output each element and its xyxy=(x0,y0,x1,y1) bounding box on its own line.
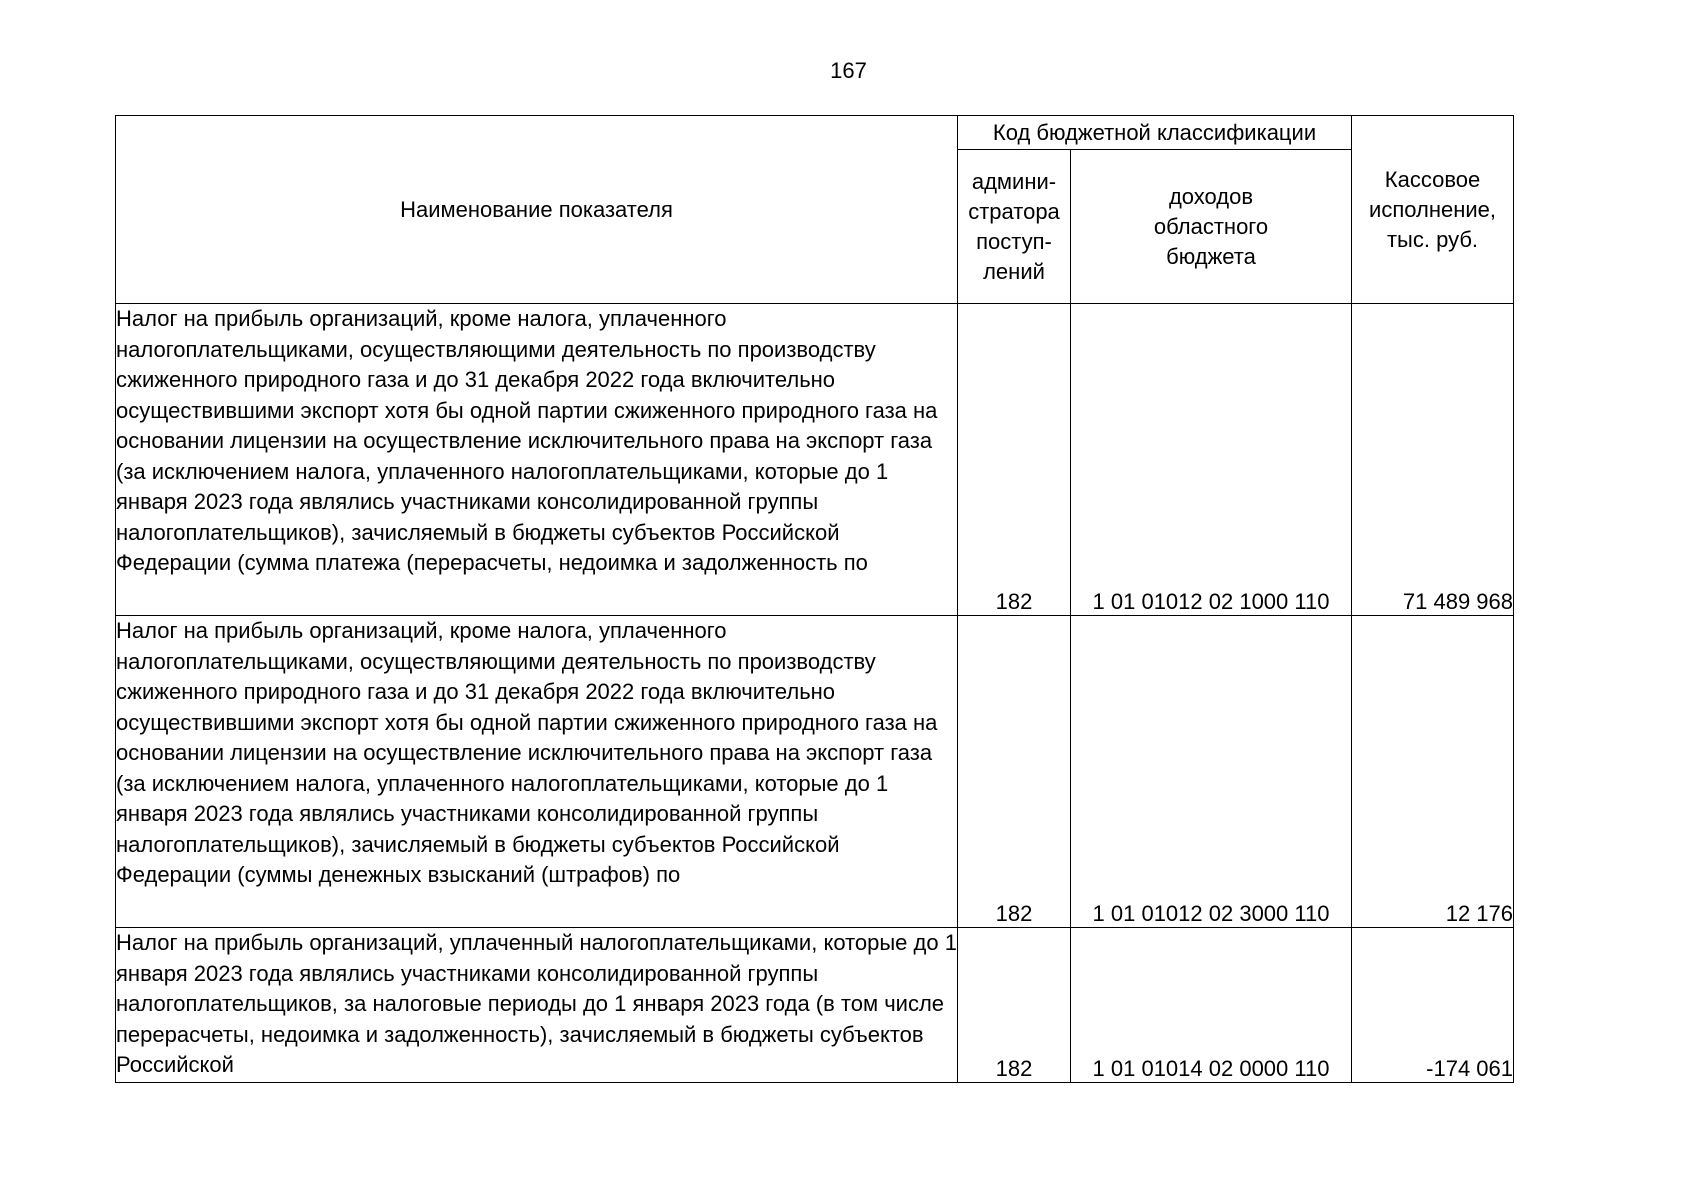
row-admin-code: 182 xyxy=(958,616,1071,928)
row-admin-code: 182 xyxy=(958,928,1071,1083)
page-number: 167 xyxy=(830,58,867,83)
table-row xyxy=(116,304,1514,616)
row-name-cell xyxy=(116,304,958,616)
row-income-code: 1 01 01014 02 0000 110 xyxy=(1071,928,1352,1083)
row-income-code: 1 01 01012 02 3000 110 xyxy=(1071,616,1352,928)
header-row-top xyxy=(116,116,1514,150)
row-name: Налог на прибыль организаций, кроме налога, уплаченного налогоплательщиками, осуществляющими деятельность по производству сжиженного природного газа и до 31 декабря 2022 года включительно осуществившими экспорт хотя бы одной партии сжиженного природного газа на основании лицензии на осуществление исключительного права на экспорт газа (за исключением налога, уплаченного налогоплательщиками, которые до 1 января 2023 года являлись участниками консолидированной группы налогоплательщиков), зачисляемый в бюджеты субъектов Российской Федерации (сумма платежа (перерасчеты, недоимка и задолженность по xyxy=(116,306,938,575)
row-admin-code: 182 xyxy=(958,304,1071,616)
row-name: Налог на прибыль организаций, кроме налога, уплаченного налогоплательщиками, осуществляющими деятельность по производству сжиженного природного газа и до 31 декабря 2022 года включительно осуществившими экспорт хотя бы одной партии сжиженного природного газа на основании лицензии на осуществление исключительного права на экспорт газа (за исключением налога, уплаченного налогоплательщиками, которые до 1 января 2023 года являлись участниками консолидированной группы налогоплательщиков), зачисляемый в бюджеты субъектов Российской Федерации (суммы денежных взысканий (штрафов) по xyxy=(116,618,938,887)
table-row xyxy=(116,928,1514,1083)
header-code-group-label: Код бюджетной классификации xyxy=(992,119,1317,145)
header-admin-label: админи- стратора поступ- лений xyxy=(968,168,1060,284)
header-cash-label: Кассовое исполнение, тыс. руб. xyxy=(1369,166,1496,252)
table-row xyxy=(116,616,1514,928)
header-name-label: Наименование показателя xyxy=(400,196,673,222)
header-code-group xyxy=(958,116,1352,150)
budget-table xyxy=(115,115,1514,1083)
header-income xyxy=(1071,150,1352,304)
header-cash xyxy=(1352,116,1514,304)
row-cash-value: -174 061 xyxy=(1352,928,1514,1083)
row-name-cell xyxy=(116,616,958,928)
row-income-code: 1 01 01012 02 1000 110 xyxy=(1071,304,1352,616)
header-name xyxy=(116,116,958,304)
row-cash-value: 12 176 xyxy=(1352,616,1514,928)
row-name-cell xyxy=(116,928,958,1083)
header-income-label: доходов областного бюджета xyxy=(1153,183,1269,269)
row-name: Налог на прибыль организаций, уплаченный налогоплательщиками, которые до 1 января 2023 года являлись участниками консолидированной группы налогоплательщиков, за налоговые периоды до 1 января 2023 года (в том числе перерасчеты, недоимка и задолженность), зачисляемый в бюджеты субъектов Российской xyxy=(116,930,957,1077)
row-cash-value: 71 489 968 xyxy=(1352,304,1514,616)
header-admin xyxy=(958,150,1071,304)
